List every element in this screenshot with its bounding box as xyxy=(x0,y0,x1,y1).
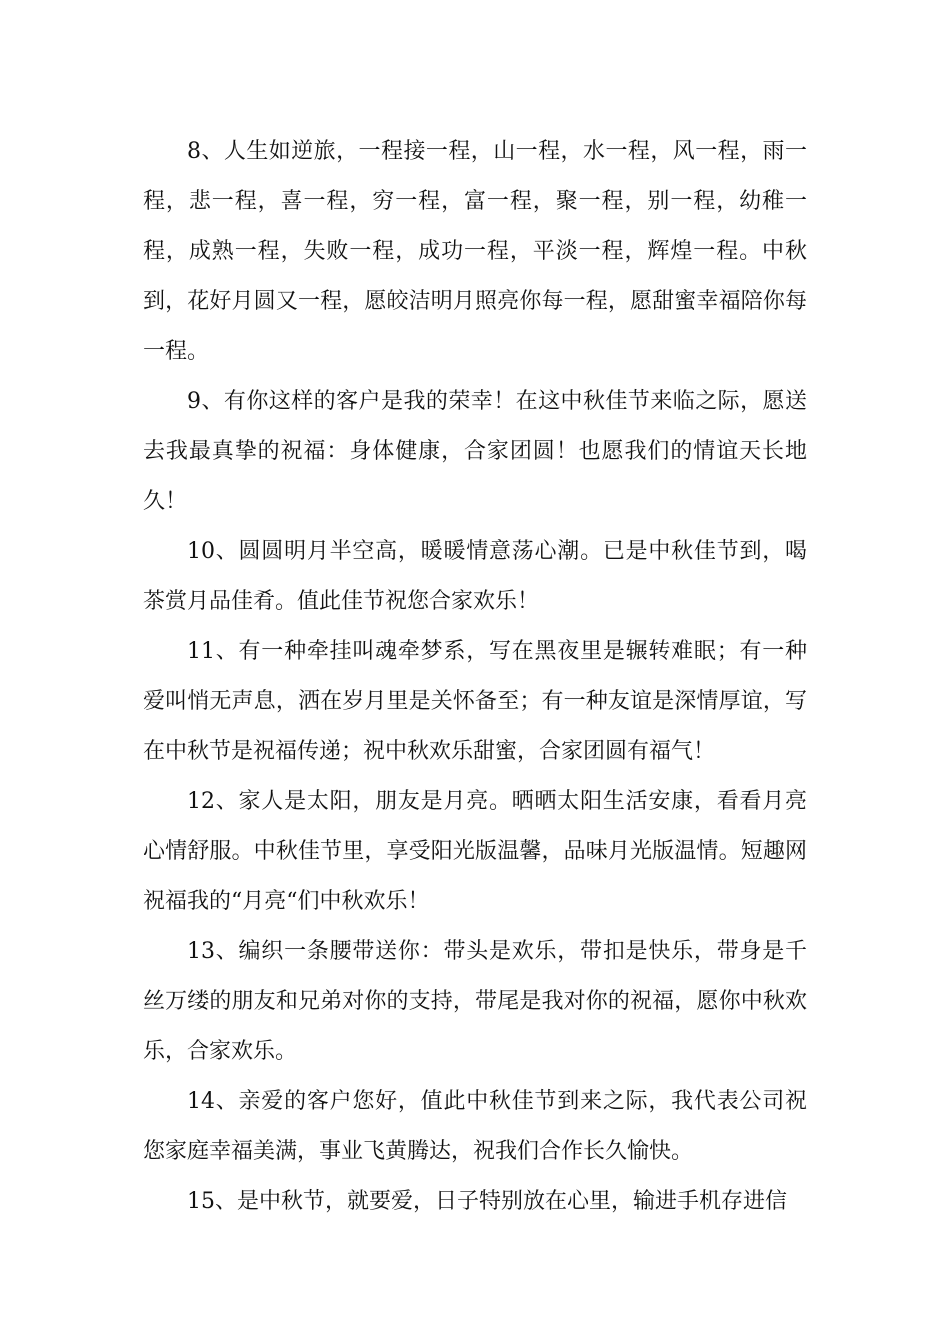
paragraph-10: 10、圆圆明月半空高，暖暖情意荡心潮。已是中秋佳节到，喝茶赏月品佳肴。值此佳节祝您合家欢乐！ xyxy=(143,539,807,614)
paragraph-11: 11、有一种牵挂叫魂牵梦系，写在黑夜里是辗转难眠；有一种爱叫悄无声息，洒在岁月里是关怀备至；有一种友谊是深情厚谊，写在中秋节是祝福传递；祝中秋欢乐甜蜜，合家团圆有福气！ xyxy=(143,639,807,764)
paragraph-12: 12、家人是太阳，朋友是月亮。晒晒太阳生活安康，看看月亮心情舒服。中秋佳节里，享受阳光版温馨，品味月光版温情。短趣网祝福我的“月亮“们中秋欢乐！ xyxy=(143,789,807,914)
document-body xyxy=(143,127,807,1227)
paragraph-13: 13、编织一条腰带送你：带头是欢乐，带扣是快乐，带身是千丝万缕的朋友和兄弟对你的支持，带尾是我对你的祝福，愿你中秋欢乐，合家欢乐。 xyxy=(143,939,807,1064)
paragraph-8: 8、人生如逆旅，一程接一程，山一程，水一程，风一程，雨一程，悲一程，喜一程，穷一程，富一程，聚一程，别一程，幼稚一程，成熟一程，失败一程，成功一程，平淡一程，辉煌一程。中秋到，花好月圆又一程，愿皎洁明月照亮你每一程，愿甜蜜幸福陪你每一程。 xyxy=(143,139,807,364)
paragraph-9: 9、有你这样的客户是我的荣幸！在这中秋佳节来临之际，愿送去我最真挚的祝福：身体健康，合家团圆！也愿我们的情谊天长地久！ xyxy=(143,389,807,514)
paragraph-14: 14、亲爱的客户您好，值此中秋佳节到来之际，我代表公司祝您家庭幸福美满，事业飞黄腾达，祝我们合作长久愉快。 xyxy=(143,1089,807,1164)
paragraph-15: 15、是中秋节，就要爱，日子特别放在心里，输进手机存进信 xyxy=(187,1189,787,1214)
